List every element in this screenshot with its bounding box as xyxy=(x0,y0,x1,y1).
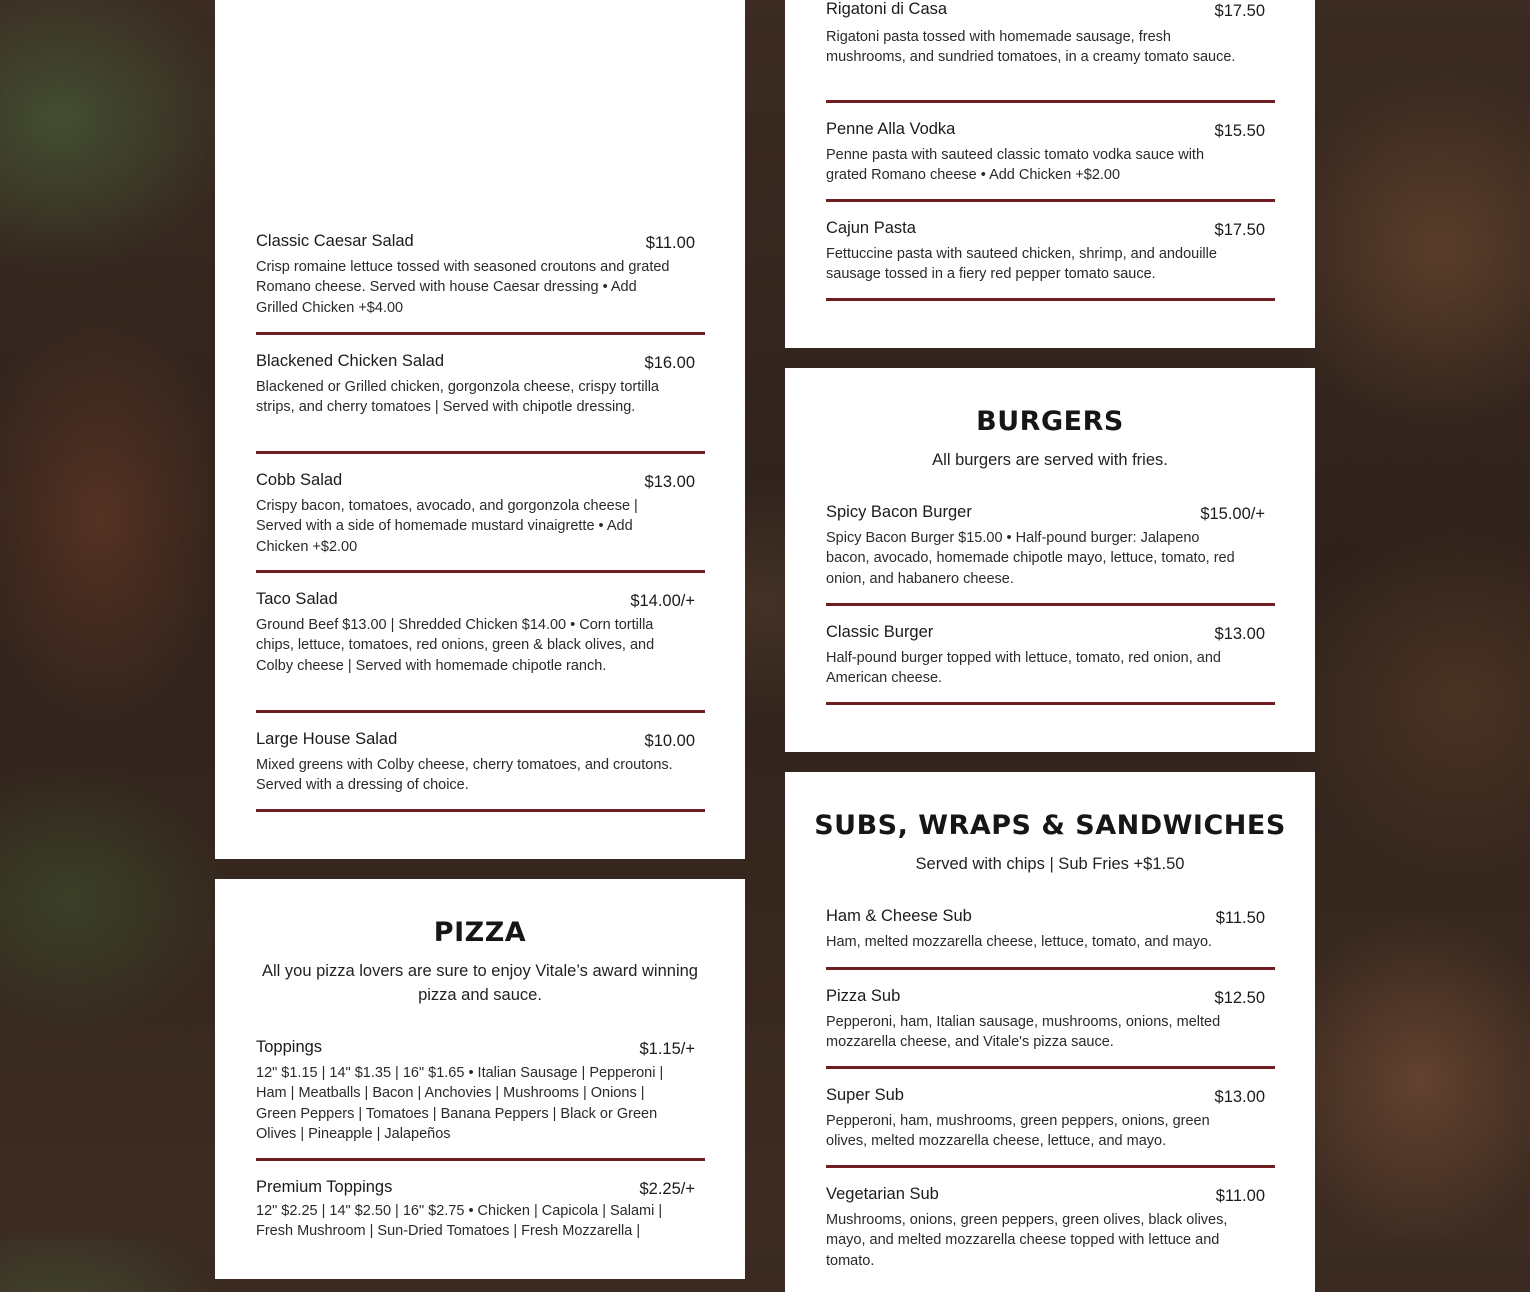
item-price: $11.00 xyxy=(1215,1187,1265,1205)
item-name: Taco Salad xyxy=(256,590,338,608)
item-price: $16.00 xyxy=(644,354,695,372)
item-price: $13.00 xyxy=(644,473,695,491)
pasta-card xyxy=(785,0,1315,348)
pizza-card xyxy=(215,879,745,1279)
item-description: Rigatoni pasta tossed with homemade sausage, fresh mushrooms, and sundried tomatoes, in a creamy tomato sauce. xyxy=(826,29,1236,66)
item-name: Premium Toppings xyxy=(256,1178,393,1196)
burgers-list xyxy=(826,502,1275,705)
item-price: $15.00/+ xyxy=(1200,505,1265,523)
item-description: Mixed greens with Colby cheese, cherry tomatoes, and croutons. Served with a dressing of choice. xyxy=(256,757,673,794)
burgers-card xyxy=(785,368,1315,752)
item-description: Ham, melted mozzarella cheese, lettuce, tomato, and mayo. xyxy=(826,934,1213,950)
subs-list xyxy=(826,906,1275,1269)
salads-list xyxy=(256,231,705,812)
menu-item xyxy=(826,1085,1275,1168)
menu-item xyxy=(256,589,705,713)
section-subtitle: Served with chips | Sub Fries +$1.50 xyxy=(915,855,1185,873)
menu-item xyxy=(826,622,1275,705)
item-description: 12" $2.25 | 14" $2.50 | 16" $2.75 • Chicken | Capicola | Salami | Fresh Mushroom | Sun-Dried Tomatoes | Fresh Mozzarella | xyxy=(256,1203,663,1240)
section-title: SUBS, WRAPS & SANDWICHES xyxy=(814,810,1286,841)
item-description: Fettuccine pasta with sauteed chicken, shrimp, and andouille sausage tossed in a fiery red pepper tomato sauce. xyxy=(826,246,1217,283)
item-name: Ham & Cheese Sub xyxy=(826,907,972,925)
section-subtitle: All burgers are served with fries. xyxy=(932,451,1168,469)
menu-item xyxy=(256,351,705,454)
item-price: $12.50 xyxy=(1214,989,1265,1007)
item-price: $13.00 xyxy=(1214,1088,1265,1106)
item-name: Vegetarian Sub xyxy=(826,1185,939,1203)
item-price: $13.00 xyxy=(1214,625,1265,643)
pasta-list xyxy=(826,0,1275,301)
item-description: Crisp romaine lettuce tossed with seasoned croutons and grated Romano cheese. Served with house Caesar dressing • Add Grilled Chicken +$4.00 xyxy=(256,259,670,316)
item-description: Pepperoni, ham, mushrooms, green peppers, onions, green olives, melted mozzarella cheese, lettuce, and mayo. xyxy=(826,1113,1210,1150)
item-name: Rigatoni di Casa xyxy=(826,0,948,18)
item-price: $11.50 xyxy=(1215,909,1265,927)
item-description: Spicy Bacon Burger $15.00 • Half-pound burger: Jalapeno bacon, avocado, homemade chipotle mayo, lettuce, tomato, red onion, and habanero cheese. xyxy=(826,530,1235,587)
menu-item xyxy=(256,470,705,573)
menu-item xyxy=(826,218,1275,301)
item-name: Classic Burger xyxy=(826,623,934,641)
salads-card xyxy=(215,0,745,859)
menu-item xyxy=(826,0,1275,103)
item-description: Ground Beef $13.00 | Shredded Chicken $14.00 • Corn tortilla chips, lettuce, tomatoes, red onions, green & black olives, and Colby cheese | Served with homemade chipotle ranch. xyxy=(256,617,655,674)
menu-item xyxy=(826,906,1275,970)
item-description: Blackened or Grilled chicken, gorgonzola cheese, crispy tortilla strips, and cherry tomatoes | Served with chipotle dressing. xyxy=(256,379,659,416)
item-description: Penne pasta with sauteed classic tomato vodka sauce with grated Romano cheese • Add Chicken +$2.00 xyxy=(826,147,1205,184)
item-name: Blackened Chicken Salad xyxy=(256,352,445,370)
item-description: Half-pound burger topped with lettuce, tomato, red onion, and American cheese. xyxy=(826,650,1221,687)
item-price: $17.50 xyxy=(1214,221,1265,239)
menu-item xyxy=(826,119,1275,202)
item-name: Toppings xyxy=(256,1038,323,1056)
menu-item xyxy=(256,729,705,812)
item-name: Pizza Sub xyxy=(826,987,901,1005)
item-name: Spicy Bacon Burger xyxy=(826,503,972,521)
menu-item xyxy=(256,1037,705,1161)
item-price: $17.50 xyxy=(1214,2,1265,20)
section-title: BURGERS xyxy=(976,406,1124,437)
item-name: Super Sub xyxy=(826,1086,904,1104)
item-name: Cobb Salad xyxy=(256,471,343,489)
subs-card xyxy=(785,772,1315,1292)
pizza-list xyxy=(256,1037,705,1277)
item-price: $11.00 xyxy=(645,234,695,252)
menu-item xyxy=(826,986,1275,1069)
menu-item xyxy=(256,1177,705,1277)
item-price: $10.00 xyxy=(644,732,695,750)
item-description: 12" $1.15 | 14" $1.35 | 16" $1.65 • Italian Sausage | Pepperoni | Ham | Meatballs | Bacon | Anchovies | Mushrooms | Onions | Green Peppers | Tomatoes | Banana Peppers | Black or Green Olives | Pineapple | Jalapeños xyxy=(256,1065,664,1142)
item-description: Pepperoni, ham, Italian sausage, mushrooms, onions, melted mozzarella cheese, and Vitale's pizza sauce. xyxy=(826,1014,1221,1051)
item-price: $2.25/+ xyxy=(639,1180,695,1198)
menu-item xyxy=(256,231,705,335)
item-name: Classic Caesar Salad xyxy=(256,232,414,250)
item-description: Mushrooms, onions, green peppers, green olives, black olives, mayo, and melted mozzarella cheese topped with lettuce and tomato. xyxy=(826,1212,1228,1269)
item-price: $15.50 xyxy=(1214,122,1265,140)
section-subtitle: All you pizza lovers are sure to enjoy Vitale’s award winning pizza and sauce. xyxy=(262,962,698,1004)
item-description: Crispy bacon, tomatoes, avocado, and gorgonzola cheese | Served with a side of homemade mustard vinaigrette • Add Chicken +$2.00 xyxy=(256,498,638,555)
item-price: $1.15/+ xyxy=(639,1040,695,1058)
item-name: Large House Salad xyxy=(256,730,398,748)
item-name: Cajun Pasta xyxy=(826,219,916,237)
item-price: $14.00/+ xyxy=(630,592,695,610)
menu-item xyxy=(826,502,1275,606)
item-name: Penne Alla Vodka xyxy=(826,120,956,138)
section-title: PIZZA xyxy=(433,917,527,948)
menu-item xyxy=(826,1184,1275,1269)
